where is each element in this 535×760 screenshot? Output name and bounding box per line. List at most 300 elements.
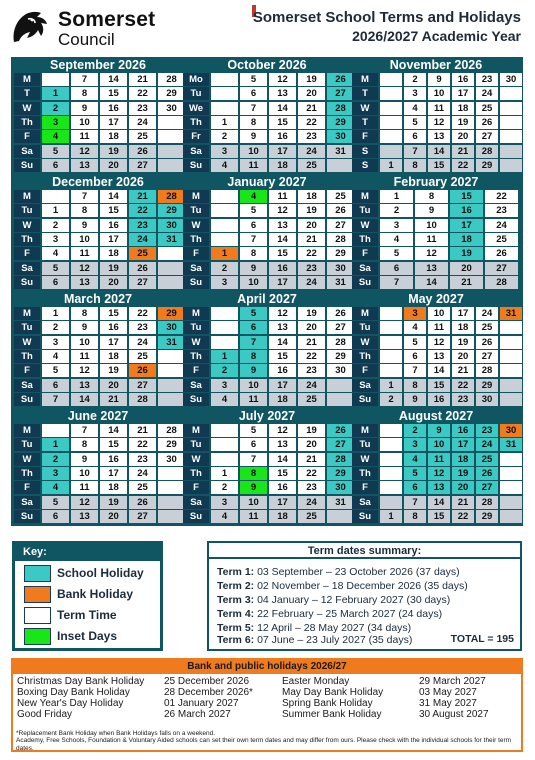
day-cell: 10 — [428, 307, 450, 320]
weekday-label: Su — [183, 159, 209, 172]
week-row — [182, 262, 352, 276]
week-row — [351, 364, 521, 378]
day-cell: 9 — [240, 130, 267, 143]
week-row — [182, 481, 352, 495]
day-cell: 26 — [129, 364, 156, 377]
page-title: Somerset School Terms and Holidays — [252, 9, 521, 26]
day-cell: 15 — [100, 438, 127, 451]
day-cell: 8 — [240, 116, 267, 129]
day-cell: 17 — [452, 438, 474, 451]
day-cell: 24 — [476, 307, 498, 320]
day-cell — [380, 496, 402, 509]
week-row — [182, 102, 352, 116]
week-row — [13, 145, 183, 159]
day-cell: 4 — [404, 321, 426, 334]
day-cell: 17 — [452, 87, 474, 100]
day-cell: 26 — [327, 204, 354, 217]
day-cell: 29 — [327, 467, 354, 480]
week-row — [182, 364, 352, 378]
day-cell: 18 — [452, 321, 474, 334]
day-cell: 6 — [42, 276, 69, 289]
day-cell: 14 — [428, 364, 450, 377]
weekday-label: Th — [352, 233, 378, 246]
weekday-label: Sa — [183, 262, 209, 275]
month-title: April 2027 — [237, 292, 297, 306]
day-cell: 25 — [129, 481, 156, 494]
week-row — [351, 379, 521, 393]
day-cell — [500, 453, 522, 466]
day-cell: 13 — [428, 130, 450, 143]
weekday-label: Th — [14, 350, 40, 363]
weekday-label: W — [183, 453, 209, 466]
day-cell: 4 — [380, 233, 413, 246]
week-row — [182, 379, 352, 393]
day-cell: 13 — [269, 438, 296, 451]
day-cell: 22 — [129, 438, 156, 451]
day-cell — [42, 424, 69, 437]
day-cell: 21 — [298, 336, 325, 349]
weekday-label: F — [14, 130, 40, 143]
day-cell: 8 — [71, 204, 98, 217]
day-cell: 3 — [211, 145, 238, 158]
day-cell: 28 — [327, 102, 354, 115]
day-cell: 23 — [298, 481, 325, 494]
week-row — [13, 424, 183, 438]
month-block — [13, 58, 183, 174]
day-cell: 31 — [500, 438, 522, 451]
day-cell: 6 — [240, 438, 267, 451]
month-block — [351, 292, 521, 408]
week-row — [182, 190, 352, 204]
weekday-label: Tu — [14, 204, 40, 217]
week-row — [182, 467, 352, 481]
day-cell — [500, 364, 522, 377]
week-row — [13, 350, 183, 364]
day-cell: 13 — [269, 219, 296, 232]
week-row — [351, 453, 521, 467]
day-cell: 24 — [476, 87, 498, 100]
day-cell: 3 — [42, 467, 69, 480]
day-cell: 19 — [100, 364, 127, 377]
day-cell — [380, 350, 402, 363]
day-cell: 15 — [269, 350, 296, 363]
day-cell: 16 — [100, 321, 127, 334]
day-cell: 16 — [450, 204, 483, 217]
bank-holiday-date: 31 May 2027 — [419, 698, 477, 709]
day-cell: 14 — [100, 73, 127, 86]
day-cell: 31 — [500, 307, 522, 320]
weekday-label: Sa — [183, 145, 209, 158]
day-cell: 9 — [240, 364, 267, 377]
day-cell: 14 — [71, 393, 98, 406]
day-cell — [158, 130, 185, 143]
day-cell: 16 — [100, 102, 127, 115]
bank-holiday-name: Summer Bank Holiday — [282, 709, 382, 720]
bank-holiday-date: 25 December 2026 — [164, 676, 250, 687]
day-cell — [211, 102, 238, 115]
day-cell: 18 — [100, 481, 127, 494]
weekday-label: W — [183, 336, 209, 349]
day-cell: 27 — [129, 159, 156, 172]
week-row — [182, 87, 352, 101]
day-cell: 30 — [158, 102, 185, 115]
day-cell — [158, 496, 185, 509]
day-cell: 7 — [240, 233, 267, 246]
day-cell: 14 — [415, 276, 448, 289]
day-cell: 8 — [404, 379, 426, 392]
day-cell: 8 — [71, 87, 98, 100]
day-cell: 27 — [327, 219, 354, 232]
day-cell — [380, 145, 402, 158]
week-row — [13, 116, 183, 130]
day-cell: 18 — [450, 233, 483, 246]
week-row — [13, 204, 183, 218]
week-row — [182, 247, 352, 261]
weekday-label: Sa — [14, 145, 40, 158]
day-cell — [158, 510, 185, 523]
day-cell: 11 — [428, 453, 450, 466]
page-subtitle: 2026/2027 Academic Year — [352, 28, 521, 44]
day-cell: 10 — [71, 336, 98, 349]
day-cell: 20 — [450, 262, 483, 275]
day-cell: 7 — [240, 102, 267, 115]
weekday-label: M — [14, 424, 40, 437]
day-cell: 9 — [240, 262, 267, 275]
day-cell — [158, 262, 185, 275]
day-cell: 23 — [129, 219, 156, 232]
day-cell: 15 — [428, 379, 450, 392]
day-cell: 12 — [269, 307, 296, 320]
day-cell — [380, 307, 402, 320]
day-cell: 28 — [327, 453, 354, 466]
day-cell: 27 — [129, 276, 156, 289]
day-cell: 5 — [240, 204, 267, 217]
day-cell — [500, 130, 522, 143]
weekday-label: M — [352, 424, 378, 437]
day-cell: 5 — [42, 364, 69, 377]
key-item-term-time — [24, 607, 159, 625]
day-cell: 28 — [158, 424, 185, 437]
day-cell: 23 — [298, 262, 325, 275]
day-cell: 4 — [42, 481, 69, 494]
day-cell: 5 — [240, 73, 267, 86]
day-cell: 26 — [327, 307, 354, 320]
day-cell — [500, 145, 522, 158]
day-cell: 29 — [327, 116, 354, 129]
day-cell: 18 — [452, 453, 474, 466]
day-cell — [158, 364, 185, 377]
day-cell: 2 — [42, 453, 69, 466]
day-cell: 25 — [327, 190, 354, 203]
bank-holiday-date: 26 March 2027 — [164, 709, 231, 720]
day-cell: 4 — [42, 247, 69, 260]
day-cell — [500, 496, 522, 509]
day-cell: 5 — [404, 116, 426, 129]
key-title: Key: — [15, 544, 160, 561]
day-cell: 14 — [269, 233, 296, 246]
weekday-label: Sa — [352, 262, 378, 275]
week-row — [13, 73, 183, 87]
day-cell: 24 — [298, 145, 325, 158]
day-cell: 29 — [476, 159, 498, 172]
weekday-label: Mo — [183, 73, 209, 86]
day-cell — [500, 102, 522, 115]
term-line: Term 3: 04 January – 12 February 2027 (30 days) — [217, 594, 451, 606]
day-cell — [158, 145, 185, 158]
day-cell: 2 — [42, 102, 69, 115]
week-row — [182, 496, 352, 510]
day-cell: 17 — [269, 145, 296, 158]
bank-holiday-date: 30 August 2027 — [419, 709, 489, 720]
day-cell: 11 — [428, 321, 450, 334]
day-cell: 29 — [158, 87, 185, 100]
day-cell: 13 — [428, 350, 450, 363]
day-cell — [500, 350, 522, 363]
day-cell: 31 — [158, 336, 185, 349]
day-cell: 5 — [42, 496, 69, 509]
day-cell: 9 — [71, 219, 98, 232]
month-block — [351, 175, 521, 291]
weekday-label: W — [352, 102, 378, 115]
key-label: Bank Holiday — [57, 587, 134, 601]
day-cell: 5 — [240, 424, 267, 437]
week-row — [182, 276, 352, 290]
week-row — [351, 130, 521, 144]
day-cell: 6 — [42, 159, 69, 172]
week-row — [182, 424, 352, 438]
weekday-label: Tu — [352, 321, 378, 334]
day-cell: 27 — [476, 481, 498, 494]
day-cell: 27 — [485, 262, 518, 275]
day-cell — [211, 204, 238, 217]
day-cell: 31 — [158, 233, 185, 246]
weekday-label: F — [352, 364, 378, 377]
council-logo[interactable] — [8, 6, 168, 48]
weekday-label: Th — [14, 116, 40, 129]
day-cell: 23 — [485, 204, 518, 217]
day-cell: 2 — [42, 219, 69, 232]
day-cell: 10 — [240, 496, 267, 509]
month-title: February 2027 — [393, 175, 479, 189]
terms-total: TOTAL = 195 — [450, 633, 514, 645]
day-cell: 27 — [327, 87, 354, 100]
day-cell: 21 — [298, 453, 325, 466]
day-cell: 8 — [240, 467, 267, 480]
weekday-label: Fr — [183, 130, 209, 143]
weekday-label: Tu — [14, 321, 40, 334]
week-row — [13, 262, 183, 276]
day-cell: 25 — [485, 233, 518, 246]
day-cell: 15 — [428, 510, 450, 523]
bank-holiday-name: Christmas Day Bank Holiday — [17, 676, 145, 687]
day-cell: 16 — [428, 393, 450, 406]
day-cell: 23 — [476, 424, 498, 437]
weekday-label: Su — [183, 510, 209, 523]
weekday-label: W — [14, 219, 40, 232]
day-cell: 7 — [404, 145, 426, 158]
day-cell: 11 — [71, 350, 98, 363]
day-cell — [380, 453, 402, 466]
day-cell: 15 — [100, 307, 127, 320]
week-row — [182, 438, 352, 452]
day-cell: 3 — [42, 233, 69, 246]
day-cell: 21 — [129, 73, 156, 86]
week-row — [351, 87, 521, 101]
day-cell — [211, 453, 238, 466]
day-cell: 22 — [129, 307, 156, 320]
day-cell: 28 — [476, 496, 498, 509]
week-row — [351, 481, 521, 495]
day-cell: 4 — [404, 453, 426, 466]
day-cell: 30 — [327, 364, 354, 377]
month-block — [182, 292, 352, 408]
day-cell — [500, 159, 522, 172]
day-cell: 18 — [100, 247, 127, 260]
day-cell: 5 — [240, 307, 267, 320]
day-cell: 2 — [404, 73, 426, 86]
day-cell: 4 — [211, 510, 238, 523]
week-row — [351, 204, 521, 218]
day-cell: 12 — [269, 424, 296, 437]
day-cell: 26 — [485, 247, 518, 260]
weekday-label: Tu — [14, 438, 40, 451]
day-cell: 4 — [211, 159, 238, 172]
day-cell: 3 — [380, 219, 413, 232]
day-cell: 18 — [269, 393, 296, 406]
term-dates-summary — [207, 541, 522, 651]
weekday-label: W — [14, 102, 40, 115]
day-cell: 19 — [298, 73, 325, 86]
day-cell: 28 — [129, 393, 156, 406]
day-cell: 20 — [100, 159, 127, 172]
day-cell: 18 — [269, 159, 296, 172]
term-line: Term 6: 07 June – 23 July 2027 (35 days) — [217, 634, 413, 646]
day-cell: 17 — [452, 307, 474, 320]
day-cell: 28 — [327, 336, 354, 349]
day-cell: 14 — [100, 190, 127, 203]
week-row — [182, 73, 352, 87]
day-cell: 27 — [476, 350, 498, 363]
weekday-label: F — [352, 481, 378, 494]
day-cell — [211, 219, 238, 232]
day-cell: 5 — [42, 145, 69, 158]
day-cell: 7 — [240, 336, 267, 349]
weekday-label: M — [352, 73, 378, 86]
day-cell: 16 — [100, 453, 127, 466]
day-cell: 30 — [327, 481, 354, 494]
day-cell: 13 — [71, 510, 98, 523]
day-cell: 25 — [129, 247, 156, 260]
day-cell: 7 — [71, 424, 98, 437]
day-cell: 26 — [476, 116, 498, 129]
day-cell: 12 — [71, 364, 98, 377]
day-cell: 14 — [428, 496, 450, 509]
week-row — [13, 364, 183, 378]
bank-holiday-name: Boxing Day Bank Holiday — [17, 687, 130, 698]
week-row — [13, 393, 183, 407]
month-block — [182, 409, 352, 525]
day-cell — [500, 116, 522, 129]
bank-holiday-name: Easter Monday — [282, 676, 350, 687]
weekday-label: M — [183, 190, 209, 203]
day-cell: 30 — [158, 219, 185, 232]
day-cell: 3 — [42, 116, 69, 129]
week-row — [13, 159, 183, 173]
weekday-label: Th — [352, 350, 378, 363]
day-cell: 2 — [380, 204, 413, 217]
day-cell: 12 — [415, 247, 448, 260]
calendar-grid — [11, 57, 523, 526]
weekday-label: T — [352, 87, 378, 100]
week-row — [13, 321, 183, 335]
week-row — [351, 247, 521, 261]
day-cell: 5 — [42, 262, 69, 275]
day-cell: 30 — [476, 393, 498, 406]
week-row — [182, 145, 352, 159]
week-row — [351, 350, 521, 364]
day-cell: 1 — [211, 247, 238, 260]
day-cell: 31 — [327, 276, 354, 289]
day-cell: 27 — [476, 130, 498, 143]
day-cell: 22 — [129, 204, 156, 217]
day-cell: 19 — [452, 467, 474, 480]
day-cell: 13 — [269, 321, 296, 334]
day-cell — [380, 73, 402, 86]
day-cell: 10 — [415, 219, 448, 232]
day-cell: 21 — [129, 190, 156, 203]
day-cell: 24 — [129, 116, 156, 129]
weekday-label: F — [352, 130, 378, 143]
day-cell: 28 — [476, 364, 498, 377]
day-cell: 1 — [380, 510, 402, 523]
weekday-label: Sa — [352, 496, 378, 509]
day-cell — [500, 336, 522, 349]
day-cell — [380, 438, 402, 451]
day-cell: 13 — [71, 276, 98, 289]
day-cell: 15 — [450, 190, 483, 203]
day-cell: 16 — [269, 481, 296, 494]
weekday-label: F — [183, 364, 209, 377]
week-row — [13, 510, 183, 524]
day-cell — [158, 481, 185, 494]
day-cell: 13 — [415, 262, 448, 275]
week-row — [351, 307, 521, 321]
day-cell: 24 — [476, 438, 498, 451]
month-block — [351, 58, 521, 174]
day-cell — [380, 87, 402, 100]
weekday-label: Th — [183, 467, 209, 480]
weekday-label: Tu — [183, 438, 209, 451]
term-line: Term 1: 03 September – 23 October 2026 (37 days) — [217, 566, 460, 578]
weekday-label: Su — [352, 276, 378, 289]
day-cell: 12 — [71, 496, 98, 509]
month-title: August 2027 — [398, 409, 474, 423]
weekday-label: Th — [352, 467, 378, 480]
weekday-label: S — [352, 159, 378, 172]
day-cell: 9 — [240, 481, 267, 494]
month-block — [13, 292, 183, 408]
header — [0, 0, 535, 54]
school-holiday-swatch — [24, 565, 51, 582]
day-cell: 29 — [158, 204, 185, 217]
day-cell: 11 — [71, 247, 98, 260]
day-cell: 4 — [404, 102, 426, 115]
day-cell: 12 — [428, 116, 450, 129]
day-cell: 2 — [380, 393, 402, 406]
week-row — [13, 307, 183, 321]
day-cell: 23 — [129, 102, 156, 115]
day-cell — [327, 510, 354, 523]
